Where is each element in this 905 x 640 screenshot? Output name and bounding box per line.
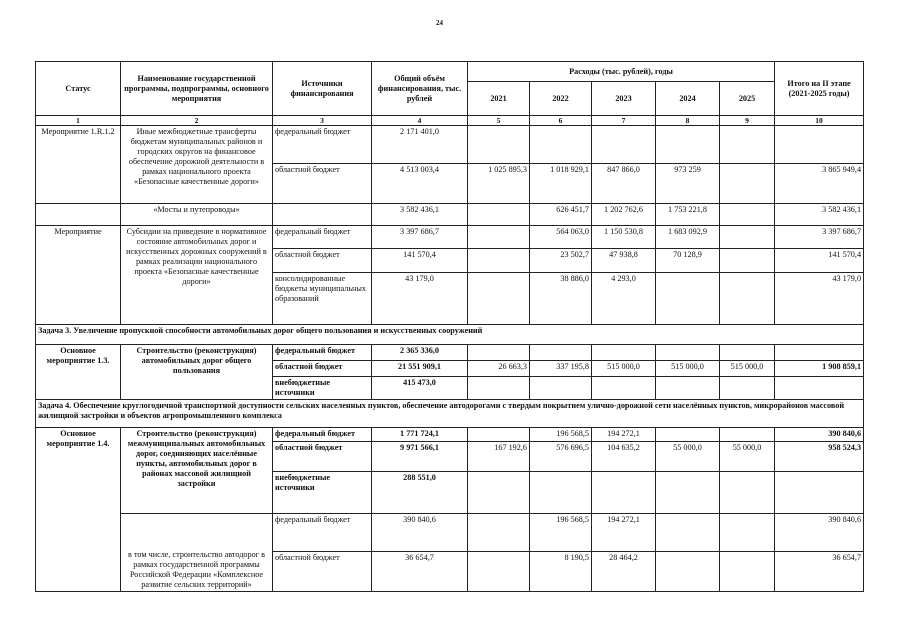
row-2024 [656, 552, 720, 592]
row-total: 3 582 436,1 [372, 204, 468, 226]
task-3-heading: Задача 3. Увеличение пропускной способности автомобильных дорог общего пользования и искусственных сооружений [36, 325, 864, 345]
header-year: 2025 [720, 82, 775, 116]
row-itogo: 3 865 949,4 [775, 164, 864, 204]
header-itogo: Итого на II этапе (2021-2025 годы) [775, 62, 864, 116]
row-2023: 194 272,1 [592, 428, 656, 442]
row-2025 [720, 428, 775, 442]
row-2023: 28 464,2 [592, 552, 656, 592]
row-itogo: 3 582 436,1 [775, 204, 864, 226]
row-2024 [656, 428, 720, 442]
row-total: 390 840,6 [372, 514, 468, 552]
column-number: 10 [775, 116, 864, 126]
row-itogo: 958 524,3 [775, 442, 864, 472]
row-total: 3 397 686,7 [372, 226, 468, 249]
row-itogo: 36 654,7 [775, 552, 864, 592]
row-2025 [720, 514, 775, 552]
row-2025 [720, 249, 775, 273]
row-2021 [468, 377, 530, 400]
table-row [36, 226, 864, 249]
row-itogo [775, 377, 864, 400]
row-2023: 4 293,0 [592, 273, 656, 325]
row-2024: 1 683 092,9 [656, 226, 720, 249]
row-source: областной бюджет [273, 361, 372, 377]
column-number: 6 [530, 116, 592, 126]
row-2022: 564 063,0 [530, 226, 592, 249]
row-itogo: 3 397 686,7 [775, 226, 864, 249]
table-row [36, 345, 864, 361]
row-name: в том числе, строительство автодорог в рамках государственной программы Российской Федерации «Комплексное развитие сельских территорий» [121, 514, 273, 592]
header-name: Наименование государственной программы, подпрограммы, основного мероприятия [121, 62, 273, 116]
row-2021 [468, 552, 530, 592]
row-source: областной бюджет [273, 249, 372, 273]
row-2021 [468, 204, 530, 226]
column-number: 8 [656, 116, 720, 126]
row-2023 [592, 345, 656, 361]
row-2021 [468, 249, 530, 273]
row-2023: 104 635,2 [592, 442, 656, 472]
header-expenses: Расходы (тыс. рублей), годы [468, 62, 775, 82]
row-source: федеральный бюджет [273, 428, 372, 442]
row-total: 2 171 401,0 [372, 126, 468, 164]
row-2025: 515 000,0 [720, 361, 775, 377]
header-sources: Источники финансирования [273, 62, 372, 116]
row-2024 [656, 377, 720, 400]
row-2024 [656, 126, 720, 164]
row-2022: 8 190,5 [530, 552, 592, 592]
row-2022: 576 696,5 [530, 442, 592, 472]
row-total: 4 513 003,4 [372, 164, 468, 204]
row-name: Иные межбюджетные трансферты бюджетам муниципальных районов и городских округов на финансовое обеспечение дорожной деятельности в рамках национального проекта «Безопасные качественные дороги» [121, 126, 273, 204]
row-2025 [720, 164, 775, 204]
row-2021 [468, 472, 530, 514]
row-2023: 1 202 762,6 [592, 204, 656, 226]
row-2021: 1 025 895,3 [468, 164, 530, 204]
row-name: Строительство (реконструкция) автомобильных дорог общего пользования [121, 345, 273, 400]
row-2024: 515 000,0 [656, 361, 720, 377]
row-2025 [720, 472, 775, 514]
row-2021: 167 192,6 [468, 442, 530, 472]
row-2021 [468, 514, 530, 552]
row-status: Основное мероприятие 1.4. [36, 428, 121, 592]
row-2022 [530, 126, 592, 164]
task-4-heading: Задача 4. Обеспечение круглогодичной транспортной доступности сельских населенных пунктов, обеспечение автодорогами с твердым покрытием улично-дорожной сети населённых пунктов, микрорайонов массовой жилищной застройки и объектов агропромышленного комплекса [36, 400, 864, 428]
row-2025 [720, 273, 775, 325]
header-year: 2022 [530, 82, 592, 116]
column-number: 7 [592, 116, 656, 126]
row-2024: 973 259 [656, 164, 720, 204]
row-2022: 196 568,5 [530, 514, 592, 552]
column-number: 2 [121, 116, 273, 126]
row-2021 [468, 226, 530, 249]
column-number: 4 [372, 116, 468, 126]
row-total: 21 551 909,1 [372, 361, 468, 377]
header-status: Статус [36, 62, 121, 116]
row-total: 36 654,7 [372, 552, 468, 592]
row-2025: 55 000,0 [720, 442, 775, 472]
row-source: федеральный бюджет [273, 345, 372, 361]
row-2023: 47 938,8 [592, 249, 656, 273]
row-2022 [530, 345, 592, 361]
row-name: Строительство (реконструкция) межмуниципальных автомобильных дорог, соединяющих населённые пункты, автомобильных дорог в районах массовой жилищной застройки [121, 428, 273, 514]
row-2022 [530, 472, 592, 514]
row-2025 [720, 345, 775, 361]
row-2023: 515 000,0 [592, 361, 656, 377]
row-2024 [656, 472, 720, 514]
row-2023 [592, 126, 656, 164]
header-year: 2023 [592, 82, 656, 116]
row-2024 [656, 273, 720, 325]
row-source: консолидированные бюджеты муниципальных образований [273, 273, 372, 325]
row-2021 [468, 126, 530, 164]
row-source: федеральный бюджет [273, 514, 372, 552]
row-2023: 194 272,1 [592, 514, 656, 552]
table-row [36, 204, 864, 226]
row-source: внебюджетные источники [273, 377, 372, 400]
row-2024: 70 128,9 [656, 249, 720, 273]
row-itogo: 1 908 859,1 [775, 361, 864, 377]
row-2024 [656, 345, 720, 361]
row-itogo: 390 840,6 [775, 514, 864, 552]
header-year: 2024 [656, 82, 720, 116]
row-name: Субсидии на приведение в нормативное состояние автомобильных дорог и искусственных дорожных сооружений в рамках реализации национального проекта «Безопасные качественные дороги» [121, 226, 273, 325]
row-2021 [468, 273, 530, 325]
row-total: 141 570,4 [372, 249, 468, 273]
task-row [36, 400, 864, 428]
row-2024: 55 000,0 [656, 442, 720, 472]
row-2022: 1 018 929,1 [530, 164, 592, 204]
row-total: 9 971 566,1 [372, 442, 468, 472]
row-2022: 38 886,0 [530, 273, 592, 325]
row-name: «Мосты и путепроводы» [121, 204, 273, 226]
column-number: 5 [468, 116, 530, 126]
column-number: 3 [273, 116, 372, 126]
row-2023: 847 866,0 [592, 164, 656, 204]
row-status: Мероприятие 1.R.1.2 [36, 126, 121, 204]
row-2023 [592, 377, 656, 400]
column-number: 1 [36, 116, 121, 126]
row-2022: 23 502,7 [530, 249, 592, 273]
financing-table [35, 61, 864, 592]
row-2022: 337 195,8 [530, 361, 592, 377]
row-itogo: 141 570,4 [775, 249, 864, 273]
column-number: 9 [720, 116, 775, 126]
row-source: федеральный бюджет [273, 126, 372, 164]
row-itogo [775, 126, 864, 164]
row-2023 [592, 472, 656, 514]
row-itogo [775, 472, 864, 514]
row-2025 [720, 552, 775, 592]
row-2024 [656, 514, 720, 552]
table-row [36, 126, 864, 164]
row-source: федеральный бюджет [273, 226, 372, 249]
row-total: 2 365 336,0 [372, 345, 468, 361]
header-total: Общий объём финансирования, тыс. рублей [372, 62, 468, 116]
row-status [36, 204, 121, 226]
row-itogo [775, 345, 864, 361]
table-row [36, 428, 864, 442]
row-status: Мероприятие [36, 226, 121, 325]
row-2025 [720, 126, 775, 164]
row-total: 43 179,0 [372, 273, 468, 325]
row-source: областной бюджет [273, 442, 372, 472]
row-2023: 1 150 530,8 [592, 226, 656, 249]
row-2025 [720, 226, 775, 249]
row-2024: 1 753 221,8 [656, 204, 720, 226]
row-source: областной бюджет [273, 552, 372, 592]
row-total: 415 473,0 [372, 377, 468, 400]
row-2021 [468, 428, 530, 442]
row-2025 [720, 204, 775, 226]
row-2025 [720, 377, 775, 400]
row-itogo: 43 179,0 [775, 273, 864, 325]
row-total: 288 551,0 [372, 472, 468, 514]
row-total: 1 771 724,1 [372, 428, 468, 442]
page-number: 24 [436, 19, 443, 27]
row-status: Основное мероприятие 1.3. [36, 345, 121, 400]
header-year: 2021 [468, 82, 530, 116]
task-row [36, 325, 864, 345]
row-2021 [468, 345, 530, 361]
row-source: внебюджетные источники [273, 472, 372, 514]
row-2022: 196 568,5 [530, 428, 592, 442]
row-2022: 626 451,7 [530, 204, 592, 226]
row-2021: 26 663,3 [468, 361, 530, 377]
row-itogo: 390 840,6 [775, 428, 864, 442]
row-2022 [530, 377, 592, 400]
row-source: областной бюджет [273, 164, 372, 204]
row-source [273, 204, 372, 226]
table-row [36, 514, 864, 552]
